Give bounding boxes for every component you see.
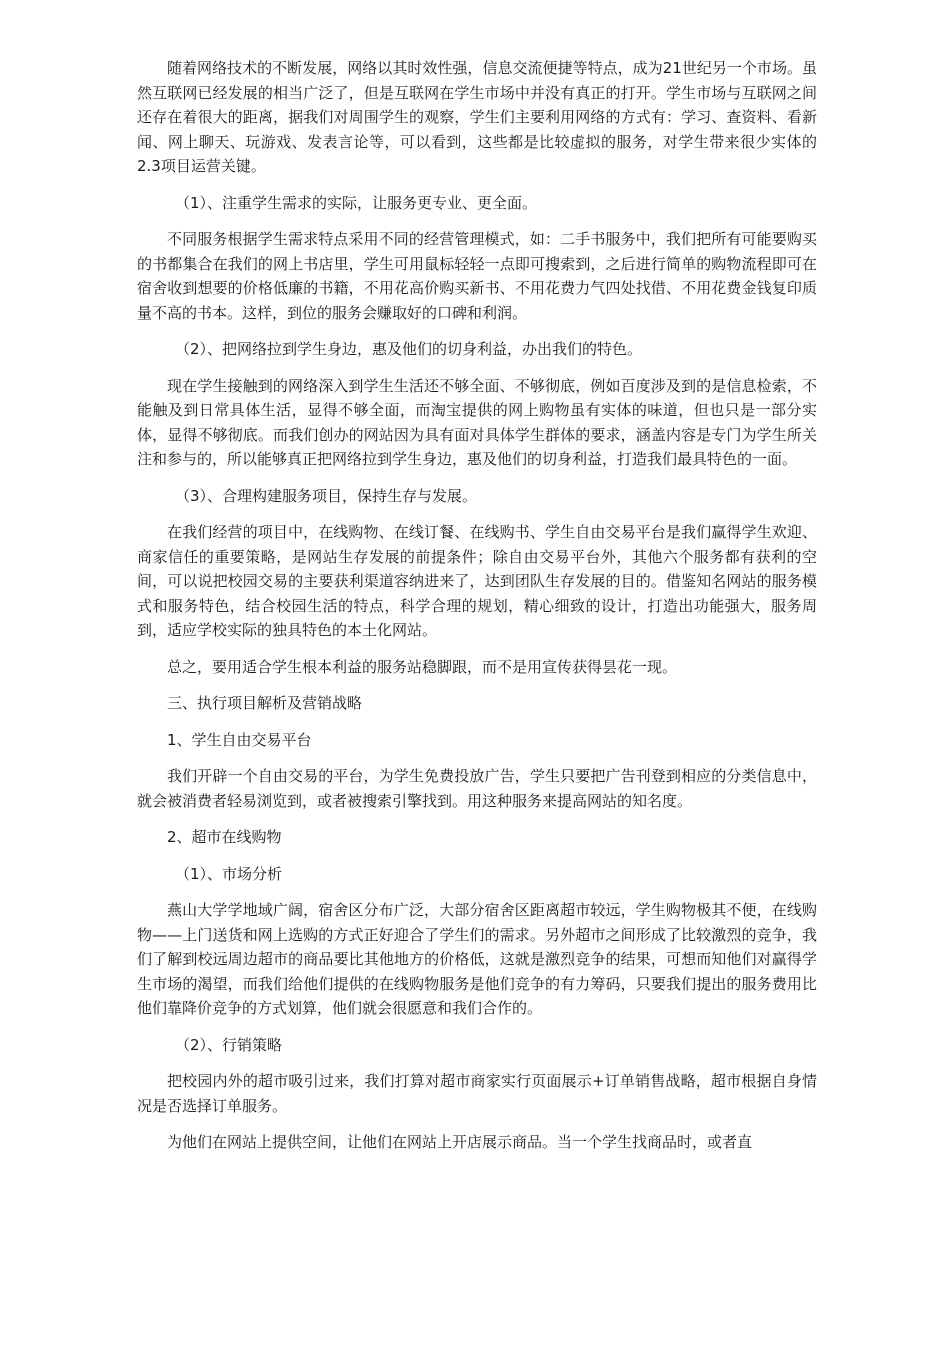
paragraph-store-space: 为他们在网站上提供空间，让他们在网站上开店展示商品。当一个学生找商品时，或者直 [167,1133,753,1151]
subheading-1: （1）、注重学生需求的实际，让服务更专业、更全面。 [175,193,538,212]
paragraph-service-model: 不同服务根据学生需求特点采用不同的经营管理模式，如：二手书服务中，我们把所有可能要购买的书都集合在我们的网上书店里，学生可用鼠标轻轻一点即可搜索到，之后进行简单的购物流程即可在宿舍收到想要的价格低廉的书籍，不用花高价购买新书、不用花费力气四处找借、不用花费金钱复印质量不高的书本。这样，到位的服务会赚取好的口碑和利润。 [137,230,817,322]
paragraph-network-depth: 现在学生接触到的网络深入到学生生活还不够全面、不够彻底，例如百度涉及到的是信息检索，不能触及到日常具体生活，显得不够全面，而淘宝提供的网上购物虽有实体的味道，但也只是一部分实体，显得不够彻底。而我们创办的网站因为具有面对具体学生群体的要求，涵盖内容是专门为学生所关注和参与的，所以能够真正把网络拉到学生身边，惠及他们的切身利益，打造我们最具特色的一面。 [137,376,817,468]
paragraph-trade-platform: 我们开辟一个自由交易的平台，为学生免费投放广告，学生只要把广告刊登到相应的分类信息中，就会被消费者轻易浏览到，或者被搜索引擎找到。用这种服务来提高网站的知名度。 [137,767,817,810]
subheading-market-analysis: （1）、市场分析 [175,864,283,883]
paragraph-sales-strategy: 把校园内外的超市吸引过来，我们打算对超市商家实行页面展示+订单销售战略，超市根据自身情况是否选择订单服务。 [137,1072,817,1115]
heading-trade-platform: 1、学生自由交易平台 [167,730,312,749]
paragraph-projects: 在我们经营的项目中，在线购物、在线订餐、在线购书、学生自由交易平台是我们赢得学生欢迎、商家信任的重要策略，是网站生存发展的前提条件；除自由交易平台外，其他六个服务都有获利的空间，可以说把校园交易的主要获利渠道容纳进来了，达到团队生存发展的目的。借鉴知名网站的服务模式和服务特色，结合校园生活的特点，科学合理的规划，精心细致的设计，打造出功能强大，服务周到，适应学校实际的独具特色的本土化网站。 [137,523,817,639]
section-heading-3: 三、执行项目解析及营销战略 [167,694,363,712]
subheading-sales-strategy: （2）、行销策略 [175,1035,283,1054]
document-page [137,56,817,1155]
subheading-3: （3）、合理构建服务项目，保持生存与发展。 [175,486,478,505]
paragraph-intro: 随着网络技术的不断发展，网络以其时效性强，信息交流便捷等特点，成为21世纪另一个市场。虽然互联网已经发展的相当广泛了，但是互联网在学生市场中并没有真正的打开。学生市场与互联网之间还存在着很大的距离，据我们对周围学生的观察，学生们主要利用网络的方式有：学习、查资料、看新闻、网上聊天、玩游戏、发表言论等，可以看到，这些都是比较虚拟的服务，对学生带来很少实体的2.3项目运营关键。 [137,59,817,175]
paragraph-market-analysis: 燕山大学学地域广阔，宿舍区分布广泛，大部分宿舍区距离超市较远，学生购物极其不便，在线购物——上门送货和网上选购的方式正好迎合了学生们的需求。另外超市之间形成了比较激烈的竞争，我们了解到校远周边超市的商品要比其他地方的价格低，这就是激烈竞争的结果，可想而知他们对赢得学生市场的渴望，而我们给他们提供的在线购物服务是他们竞争的有力筹码，只要我们提出的服务费用比他们靠降价竞争的方式划算，他们就会很愿意和我们合作的。 [137,901,817,1017]
heading-supermarket: 2、超市在线购物 [167,828,282,846]
paragraph-summary: 总之，要用适合学生根本利益的服务站稳脚跟，而不是用宣传获得昙花一现。 [167,657,678,676]
subheading-2: （2）、把网络拉到学生身边，惠及他们的切身利益，办出我们的特色。 [175,340,643,358]
